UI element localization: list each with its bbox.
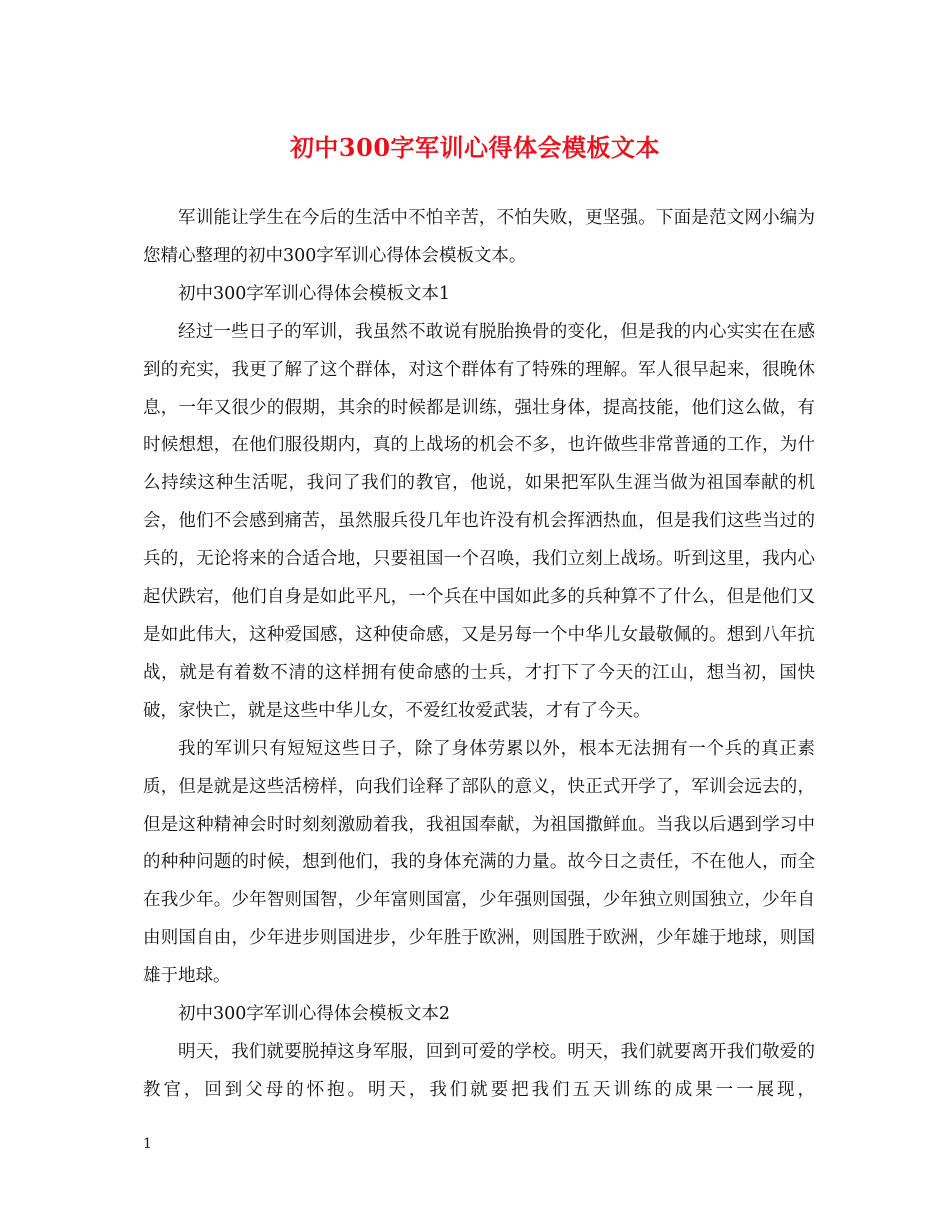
body-paragraph: 我的军训只有短短这些日子，除了身体劳累以外，根本无法拥有一个兵的真正素质，但是就是这些活榜样，向我们诠释了部队的意义，快正式开学了，军训会远去的，但是这种精神会时时刻刻激励着我，我祖国奉献，为祖国撒鲜血。当我以后遇到学习中的种种问题的时候，想到他们，我的身体充满的力量。故今日之责任，不在他人，而全在我少年。少年智则国智，少年富则国富，少年强则国强，少年独立则国独立，少年自由则国自由，少年进步则国进步，少年胜于欧洲，则国胜于欧洲，少年雄于地球，则国雄于地球。 — [143, 738, 815, 987]
section-heading-1: 初中300字军训心得体会模板文本1 — [178, 283, 451, 304]
intro-paragraph: 军训能让学生在今后的生活中不怕辛苦，不怕失败，更坚强。下面是范文网小编为您精心整理的初中300字军训心得体会模板文本。 — [143, 208, 815, 266]
page-number: 1 — [143, 1136, 152, 1152]
document-body — [143, 200, 815, 1110]
body-paragraph: 经过一些日子的军训，我虽然不敢说有脱胎换骨的变化，但是我的内心实实在在感到的充实，我更了解了这个群体，对这个群体有了特殊的理解。军人很早起来，很晚休息，一年又很少的假期，其余的时候都是训练，强壮身体，提高技能，他们这么做，有时候想想，在他们服役期内，真的上战场的机会不多，也许做些非常普通的工作，为什么持续这种生活呢，我问了我们的教官，他说，如果把军队生涯当做为祖国奉献的机会，他们不会感到痛苦，虽然服兵役几年也许没有机会挥洒热血，但是我们这些当过的兵的，无论将来的合适合地，只要祖国一个召唤，我们立刻上战场。听到这里，我内心起伏跌宕，他们自身是如此平凡，一个兵在中国如此多的兵种算不了什么，但是他们又是如此伟大，这种爱国感，这种使命感，又是另每一个中华儿女最敬佩的。想到八年抗战，就是有着数不清的这样拥有使命感的士兵，才打下了今天的江山，想当初，国快破，家快亡，就是这些中华儿女，不爱红妆爱武装，才有了今天。 — [143, 321, 815, 721]
body-paragraph: 明天，我们就要脱掉这身军服，回到可爱的学校。明天，我们就要离开我们敬爱的教官，回到父母的怀抱。明天，我们就要把我们五天训练的成果一一展现， — [143, 1041, 815, 1100]
section-heading-2: 初中300字军训心得体会模板文本2 — [178, 1004, 451, 1025]
document-title: 初中300字军训心得体会模板文本 — [289, 133, 661, 162]
